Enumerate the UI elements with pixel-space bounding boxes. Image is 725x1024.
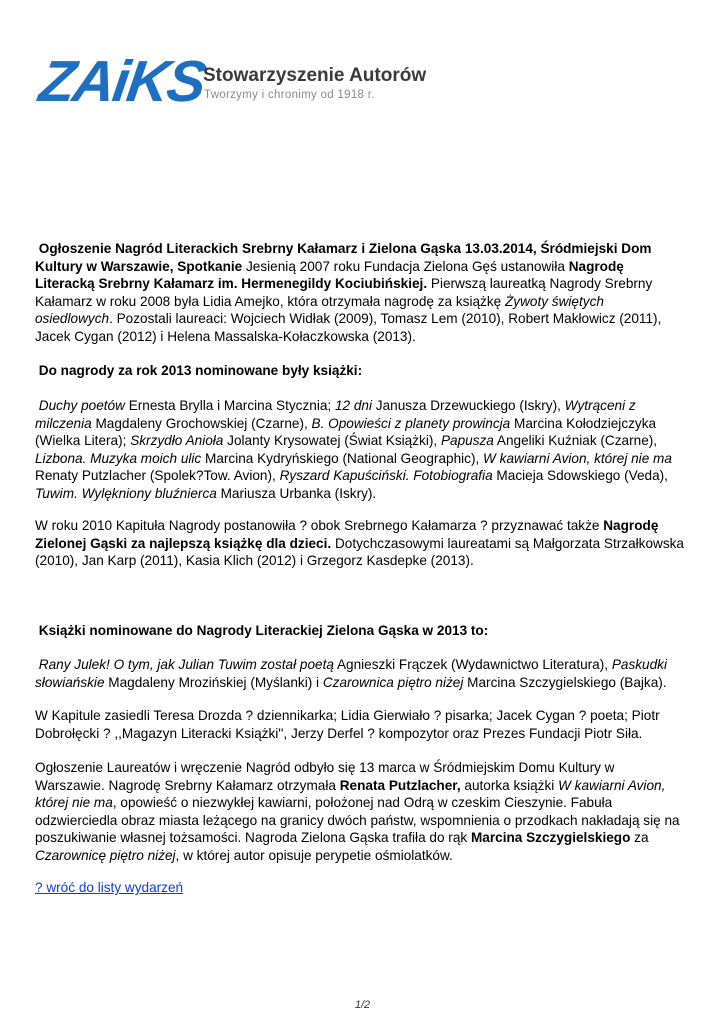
nominee-author: Magdaleny Grochowskiej (Czarne),	[91, 415, 312, 431]
intro-book-title: Żywoty świętych osiedlowych	[35, 293, 604, 327]
winner-name: Renata Putzlacher,	[339, 777, 461, 793]
nominee-title: Papusza	[440, 433, 494, 449]
nominee-author: Mariusza Urbanka (Iskry).	[216, 485, 377, 501]
intro-award-name: Nagrodę Literacką Srebrny Kałamarz im. Hermenegildy Kociubińskiej.	[35, 258, 624, 292]
org-name: Stowarzyszenie Autorów	[203, 65, 427, 86]
goose-nominee-author: Marcina Szczygielskiego (Bajka).	[463, 674, 667, 690]
logo-mark: ZAiKS	[35, 49, 209, 114]
goose-award-name: Nagrodę Zielonej Gąski za najlepszą książkę dla dzieci.	[35, 518, 659, 551]
results-paragraph: Ogłoszenie Laureatów i wręczenie Nagród odbyło się 13 marca w Śródmiejskim Domu Kultury w Warszawie. Nagrodę Srebrny Kałamarz otrzymała Renata Putzlacher, autorka książki W kawiarni Avion, której nie ma, opowieść o niezwykłej kawiarni, położonej nad Odrą w czeskim Cieszynie. Fabuła odzwierciedla obraz miasta leżącego na granicy dwóch państw, wspomnienia o przodkach nakładają się na poszukiwanie własnej tożsamości. Nagroda Zielona Gąska trafiła do rąk Marcina Szczygielskiego za Czarownicę piętro niżej, w której autor opisuje perypetie ośmiolatków.	[35, 760, 680, 863]
article-intro	[35, 240, 685, 346]
section-heading-2013: Do nagrody za rok 2013 nominowane były książki:	[38, 363, 363, 378]
nominee-title: Wytrąceni z milczenia	[35, 398, 636, 431]
goose-winner-name: Marcina Szczygielskiego	[470, 830, 631, 846]
goose-nominee-author: Agnieszki Frączek (Wydawnictwo Literatura),	[333, 657, 612, 672]
intro-text-1: Jesienią 2007 roku Fundacja Zielona Gęś ustanowiła	[242, 258, 569, 274]
nominee-author: Ernesta Brylla i Marcina Stycznia;	[124, 398, 335, 413]
org-tagline: Tworzymy i chronimy od 1918 r.	[204, 89, 375, 101]
nominee-author: Marcina Kydryńskiego (National Geographic),	[201, 450, 484, 466]
nominee-title: Duchy poetów	[38, 398, 125, 413]
nominee-title: 12 dni	[334, 398, 373, 413]
back-link-row	[35, 879, 685, 897]
goose-winner-book: Czarownicę piętro niżej	[35, 847, 176, 863]
nominee-author: Janusza Drzewuckiego (Iskry),	[372, 398, 565, 413]
nominee-author: Angeliki Kuźniak (Czarne),	[493, 433, 658, 449]
nominee-title: Tuwim. Wylękniony bluźnierca	[35, 485, 217, 501]
nominee-author: Marcina Kołodziejczyka (Wielka Litera);	[35, 415, 657, 449]
goose-intro: W roku 2010 Kapituła Nagrody postanowiła ? obok Srebrnego Kałamarza ? przyznawać także Nagrodę Zielonej Gąski za najlepszą książkę dla dzieci. Dotychczasowymi laureatami są Małgorzata Strzałkowska (2010), Jan Karp (2011), Kasia Klich (2012) i Grzegorz Kasdepke (2013).	[35, 518, 684, 569]
goose-nominee-title: Rany Julek! O tym, jak Julian Tuwim został poetą	[38, 657, 334, 672]
nominees-2013	[35, 397, 685, 503]
intro-text-2: Pierwszą laureatką Nagrody Srebrny Kałamarz w roku 2008 była Lidia Amejko, która otrzymała nagrodę za książkę	[35, 276, 653, 309]
section-heading-goose: Książki nominowane do Nagrody Literackiej Zielona Gąska w 2013 to:	[38, 623, 489, 638]
back-to-events-link[interactable]: ? wróć do listy wydarzeń	[35, 880, 184, 895]
nominee-author: Jolanty Krysowatej (Świat Książki),	[223, 433, 441, 449]
jury-paragraph: W Kapitule zasiedli Teresa Drozda ? dziennikarka; Lidia Gierwiało ? pisarka; Jacek Cygan ? poeta; Piotr Dobrołęcki ? ,,Magazyn Literacki Książki'', Jerzy Derfel ? kompozytor oraz Prezes Fundacji Piotr Siła.	[35, 708, 660, 741]
winner-book-title: W kawiarni Avion, której nie ma	[35, 777, 666, 811]
zaiks-logo	[35, 49, 440, 116]
article-title: Ogłoszenie Nagród Literackich Srebrny Kałamarz i Zielona Gąska 13.03.2014, Śródmiejski Dom Kultury w Warszawie, Spotkanie	[35, 241, 652, 274]
nominee-author: Macieja Sdowskiego (Veda),	[492, 468, 668, 484]
nominee-title: Ryszard Kapuściński. Fotobiografia	[279, 468, 493, 484]
goose-nominee-title: Czarownica piętro niżej	[322, 674, 464, 690]
goose-nominee-author: Magdaleny Mrozińskiej (Myślanki) i	[104, 674, 323, 690]
nominee-title: B. Opowieści z planety prowincja	[311, 415, 511, 431]
intro-text-3: . Pozostali laureaci: Wojciech Widłak (2009), Tomasz Lem (2010), Robert Makłowicz (2011), Jacek Cygan (2012) i Helena Massalska-Kołaczkowska (2013).	[35, 311, 662, 344]
goose-nominee-title: Paskudki słowiańskie	[35, 657, 667, 690]
page-number: 1/2	[354, 999, 371, 1011]
nominee-title: Skrzydło Anioła	[130, 433, 224, 449]
nominee-title: Lizbona. Muzyka moich ulic	[35, 450, 202, 466]
nominee-title: W kawiarni Avion, której nie ma	[483, 450, 672, 466]
nominees-goose	[35, 656, 685, 691]
nominee-author: Renaty Putzlacher (Spolek?Tow. Avion),	[35, 468, 280, 484]
